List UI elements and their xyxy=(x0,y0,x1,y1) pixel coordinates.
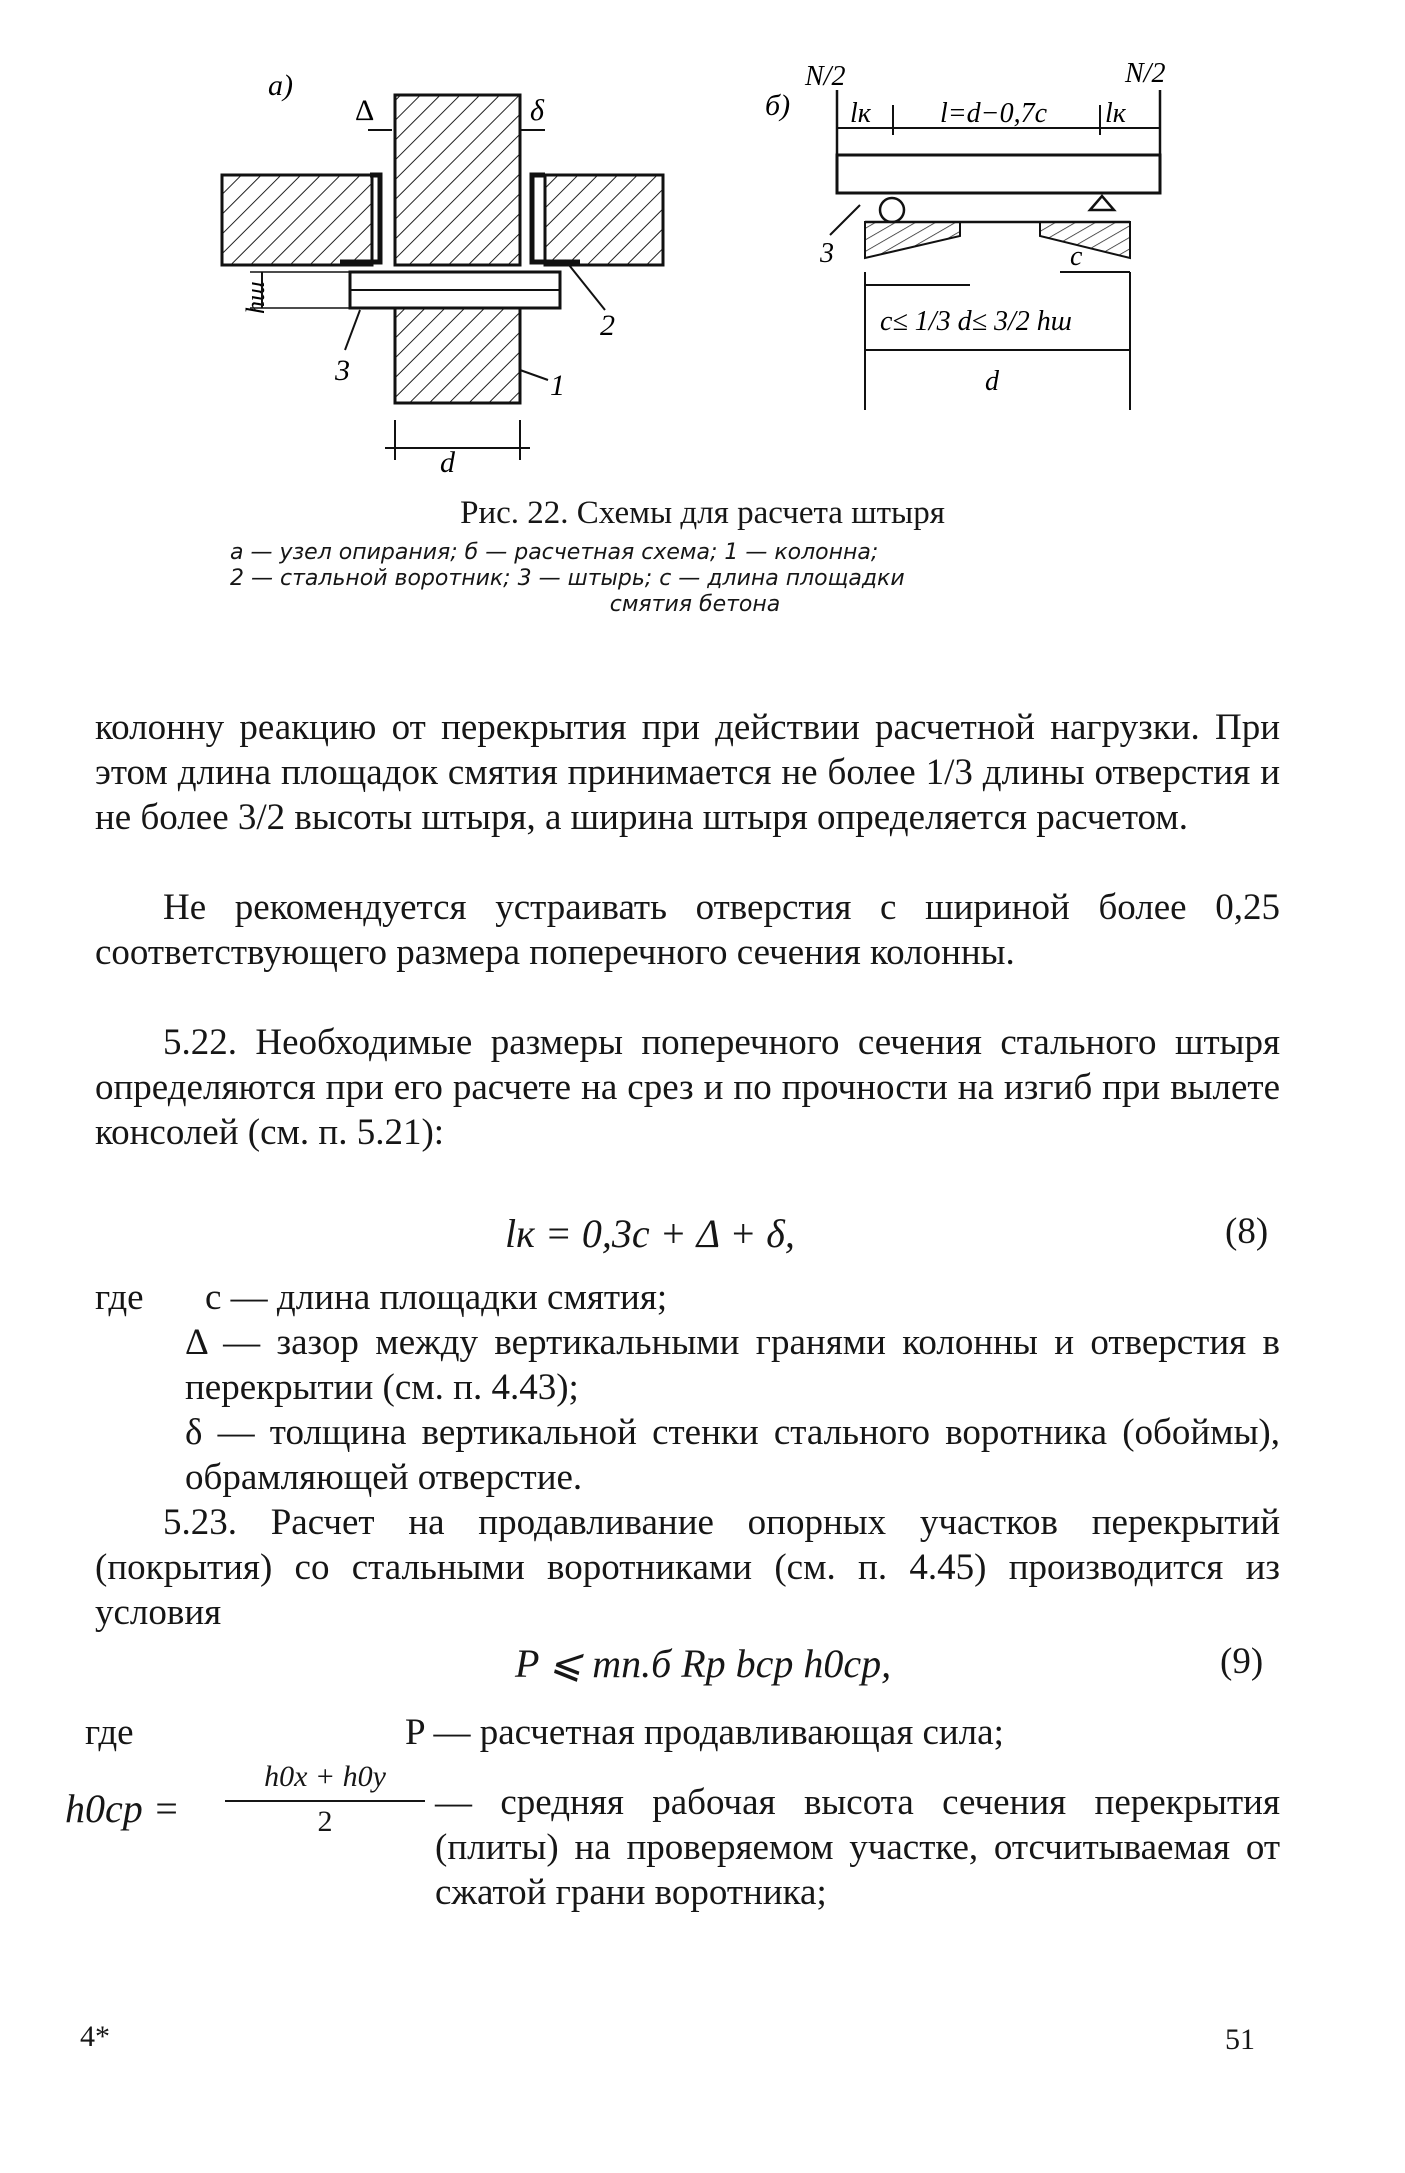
svg-text:c≤ 1/3 d≤ 3/2 hш: c≤ 1/3 d≤ 3/2 hш xyxy=(880,306,1072,337)
svg-text:N/2: N/2 xyxy=(805,61,846,92)
definition-h0: — средняя рабочая высота сечения перекрытия (плиты) на проверяемом участке, отсчитываемая от сжатой грани воротника; xyxy=(435,1782,1280,1913)
svg-text:c: c xyxy=(1070,241,1083,272)
legend-line-2: 2 — стальной воротник; 3 — штырь; с — длина площадки xyxy=(230,566,905,591)
column-lower xyxy=(395,308,520,403)
load-right xyxy=(1040,222,1130,258)
svg-text:hш: hш xyxy=(241,281,270,314)
where-label-2: где xyxy=(85,1712,134,1753)
definition-P: P — расчетная продавливающая сила; xyxy=(405,1712,1004,1753)
paragraph-2: Не рекомендуется устраивать отверстия с шириной более 0,25 соответствующего размера поперечного сечения колонны. xyxy=(95,887,1280,973)
definition-delta-small: δ — толщина вертикальной стенки стального воротника (обоймы), обрамляющей отверстие. xyxy=(185,1412,1280,1498)
definition-c: c — длина площадки смятия; xyxy=(205,1277,668,1318)
paragraph-5-22: 5.22. Необходимые размеры поперечного сечения стального штыря определяются при его расчете на срез и по прочности на изгиб при вылете консолей (см. п. 5.21): xyxy=(95,1022,1280,1153)
slab-left xyxy=(222,175,372,265)
svg-text:3: 3 xyxy=(820,238,834,269)
equation-8-number: (8) xyxy=(1225,1211,1269,1252)
h0-fraction-bar xyxy=(225,1800,425,1802)
panel-b-drawing xyxy=(765,58,1165,410)
legend-line-1: а — узел опирания; б — расчетная схема; 1 — колонна; xyxy=(230,540,879,565)
h0-numerator: h0x + h0y xyxy=(264,1760,386,1793)
svg-text:3: 3 xyxy=(335,354,350,387)
svg-text:lк: lк xyxy=(850,98,871,129)
equation-9: P ⩽ mп.б Rp bср h0ср, xyxy=(515,1641,892,1686)
equation-8: lк = 0,3c + Δ + δ, xyxy=(505,1211,795,1256)
svg-text:Δ: Δ xyxy=(355,94,375,127)
svg-text:l=d−0,7c: l=d−0,7c xyxy=(940,98,1047,129)
svg-text:1: 1 xyxy=(550,369,565,402)
signature-mark: 4* xyxy=(80,2020,110,2053)
definition-delta: Δ — зазор между вертикальными гранями колонны и отверстия в перекрытии (см. п. 4.43); xyxy=(185,1322,1280,1408)
figure-caption-title: Рис. 22. Схемы для расчета штыря xyxy=(460,495,945,531)
svg-text:δ: δ xyxy=(530,94,544,127)
h0-denominator: 2 xyxy=(317,1805,333,1838)
panel-a-drawing xyxy=(222,69,663,479)
paragraph-1: колонну реакцию от перекрытия при действии расчетной нагрузки. При этом длина площадок смятия принимается не более 1/3 длины отверстия и не более 3/2 высоты штыря, а ширина штыря определяется расчетом. xyxy=(95,707,1280,838)
load-left xyxy=(865,222,960,258)
paragraph-5-23: 5.23. Расчет на продавливание опорных участков перекрытий (покрытия) со стальными воротниками (см. п. 4.45) производится из условия xyxy=(95,1502,1280,1633)
page-number: 51 xyxy=(1225,2023,1255,2056)
svg-text:N/2: N/2 xyxy=(1125,58,1166,89)
h0-lhs: h0ср = xyxy=(65,1786,180,1831)
svg-text:lк: lк xyxy=(1105,98,1126,129)
column-upper xyxy=(395,95,520,265)
svg-text:d: d xyxy=(440,446,455,479)
slab-right xyxy=(545,175,663,265)
svg-text:d: d xyxy=(985,366,999,397)
svg-text:2: 2 xyxy=(600,309,615,342)
equation-9-number: (9) xyxy=(1220,1641,1264,1682)
panel-a-label: а) xyxy=(268,69,293,102)
panel-b-label: б) xyxy=(765,89,791,122)
beam xyxy=(837,155,1160,193)
figure-caption-legend xyxy=(230,540,1160,618)
where-label-1: где xyxy=(95,1277,144,1318)
legend-line-3: смятия бетона xyxy=(609,592,781,617)
figure-22 xyxy=(0,0,1405,480)
